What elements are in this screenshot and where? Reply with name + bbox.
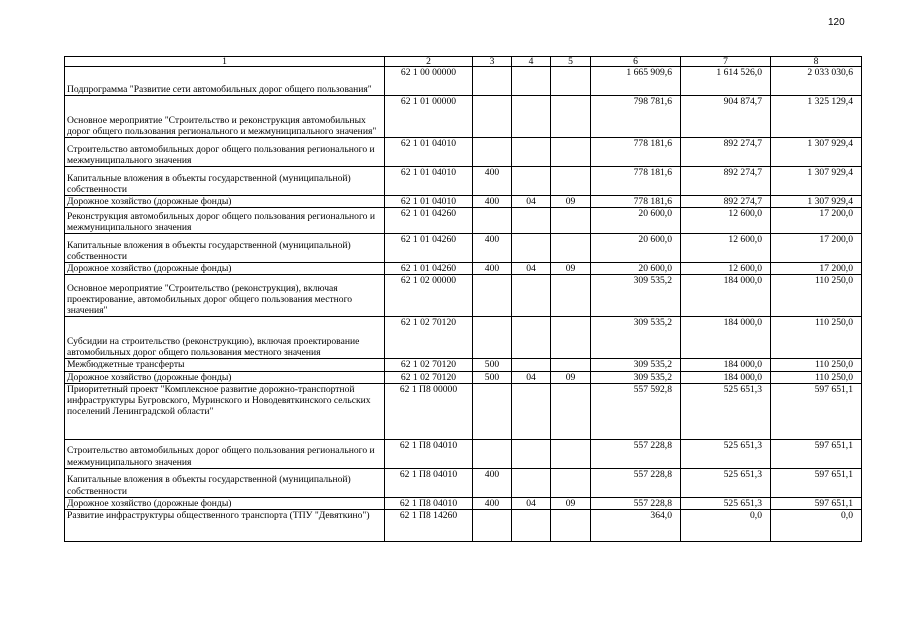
row-rz [512, 96, 551, 138]
row-year2: 525 651,3 [681, 439, 771, 468]
row-code: 62 1 01 04010 [385, 138, 473, 167]
row-rz: 04 [512, 371, 551, 383]
row-pr [551, 383, 591, 439]
row-pr [551, 275, 591, 317]
row-rz [512, 383, 551, 439]
row-year1: 20 600,0 [591, 208, 681, 234]
header-cell: 4 [512, 57, 551, 67]
row-name: Дорожное хозяйство (дорожные фонды) [65, 196, 385, 208]
row-pr [551, 510, 591, 542]
row-name: Подпрограмма "Развитие сети автомобильных дорог общего пользования" [65, 67, 385, 96]
row-rz: 04 [512, 263, 551, 275]
row-rz [512, 208, 551, 234]
row-rz [512, 234, 551, 263]
row-pr [551, 208, 591, 234]
row-code: 62 1 П8 04010 [385, 468, 473, 497]
table-row [65, 317, 862, 359]
row-year1: 557 228,8 [591, 497, 681, 509]
row-pr [551, 359, 591, 371]
table-row [65, 497, 862, 509]
table-row [65, 275, 862, 317]
row-year3: 1 307 929,4 [771, 167, 862, 196]
row-pr [551, 439, 591, 468]
row-vr [473, 317, 512, 359]
row-pr [551, 67, 591, 96]
table-row [65, 96, 862, 138]
row-year2: 892 274,7 [681, 138, 771, 167]
row-code: 62 1 01 04260 [385, 208, 473, 234]
row-pr [551, 317, 591, 359]
row-year3: 0,0 [771, 510, 862, 542]
table-row [65, 196, 862, 208]
row-pr [551, 138, 591, 167]
row-year1: 364,0 [591, 510, 681, 542]
row-vr: 400 [473, 497, 512, 509]
row-year3: 110 250,0 [771, 359, 862, 371]
row-name: Развитие инфраструктуры общественного транспорта (ТПУ "Девяткино") [65, 510, 385, 542]
row-name: Дорожное хозяйство (дорожные фонды) [65, 497, 385, 509]
row-year2: 12 600,0 [681, 208, 771, 234]
row-name: Капитальные вложения в объекты государственной (муниципальной) собственности [65, 468, 385, 497]
header-cell: 1 [65, 57, 385, 67]
row-year1: 309 535,2 [591, 317, 681, 359]
table-row [65, 67, 862, 96]
row-code: 62 1 01 04260 [385, 263, 473, 275]
row-year3: 1 325 129,4 [771, 96, 862, 138]
table-row [65, 234, 862, 263]
row-year3: 597 651,1 [771, 497, 862, 509]
row-year1: 798 781,6 [591, 96, 681, 138]
row-rz [512, 138, 551, 167]
row-year2: 525 651,3 [681, 468, 771, 497]
row-code: 62 1 П8 14260 [385, 510, 473, 542]
row-code: 62 1 01 00000 [385, 96, 473, 138]
row-pr: 09 [551, 497, 591, 509]
row-code: 62 1 02 70120 [385, 371, 473, 383]
row-year3: 2 033 030,6 [771, 67, 862, 96]
row-name: Строительство автомобильных дорог общего пользования регионального и межмуниципального значения [65, 138, 385, 167]
row-rz [512, 439, 551, 468]
row-name: Дорожное хозяйство (дорожные фонды) [65, 263, 385, 275]
row-pr: 09 [551, 263, 591, 275]
row-vr: 400 [473, 468, 512, 497]
row-pr [551, 96, 591, 138]
row-name: Строительство автомобильных дорог общего пользования регионального и межмуниципального значения [65, 439, 385, 468]
row-code: 62 1 01 04010 [385, 167, 473, 196]
row-code: 62 1 П8 04010 [385, 497, 473, 509]
row-vr [473, 138, 512, 167]
table-row [65, 371, 862, 383]
row-year2: 525 651,3 [681, 383, 771, 439]
row-vr [473, 439, 512, 468]
table-row [65, 439, 862, 468]
row-year2: 184 000,0 [681, 359, 771, 371]
row-year2: 892 274,7 [681, 167, 771, 196]
row-code: 62 1 02 00000 [385, 275, 473, 317]
row-pr: 09 [551, 371, 591, 383]
row-year3: 110 250,0 [771, 317, 862, 359]
row-year1: 778 181,6 [591, 167, 681, 196]
row-name: Дорожное хозяйство (дорожные фонды) [65, 371, 385, 383]
row-name: Основное мероприятие "Строительство и реконструкция автомобильных дорог общего пользования регионального и межмуниципального значения" [65, 96, 385, 138]
row-year2: 904 874,7 [681, 96, 771, 138]
row-year3: 17 200,0 [771, 263, 862, 275]
row-rz: 04 [512, 497, 551, 509]
row-vr [473, 510, 512, 542]
row-name: Реконструкция автомобильных дорог общего пользования регионального и межмуниципального значения [65, 208, 385, 234]
table-row [65, 510, 862, 542]
row-year2: 184 000,0 [681, 275, 771, 317]
row-code: 62 1 02 70120 [385, 359, 473, 371]
row-year1: 557 228,8 [591, 439, 681, 468]
header-cell: 5 [551, 57, 591, 67]
row-vr: 400 [473, 263, 512, 275]
header-cell: 8 [771, 57, 862, 67]
row-name: Капитальные вложения в объекты государственной (муниципальной) собственности [65, 167, 385, 196]
row-pr [551, 234, 591, 263]
row-pr: 09 [551, 196, 591, 208]
row-rz [512, 359, 551, 371]
row-vr [473, 96, 512, 138]
row-year1: 309 535,2 [591, 275, 681, 317]
row-vr [473, 67, 512, 96]
row-vr: 500 [473, 371, 512, 383]
row-year3: 110 250,0 [771, 275, 862, 317]
row-name: Приоритетный проект "Комплексное развитие дорожно-транспортной инфраструктуры Бугровского, Муринского и Новодевяткинского сельских поселений Ленинградской области" [65, 383, 385, 439]
row-year1: 778 181,6 [591, 196, 681, 208]
row-year1: 20 600,0 [591, 234, 681, 263]
row-year3: 1 307 929,4 [771, 138, 862, 167]
row-year3: 17 200,0 [771, 234, 862, 263]
header-cell: 2 [385, 57, 473, 67]
header-cell: 3 [473, 57, 512, 67]
row-vr: 400 [473, 167, 512, 196]
row-code: 62 1 00 00000 [385, 67, 473, 96]
row-year3: 597 651,1 [771, 439, 862, 468]
row-vr [473, 383, 512, 439]
row-pr [551, 167, 591, 196]
table-row [65, 167, 862, 196]
row-vr: 400 [473, 234, 512, 263]
header-row [65, 57, 862, 67]
row-year2: 0,0 [681, 510, 771, 542]
row-year3: 110 250,0 [771, 371, 862, 383]
row-year3: 597 651,1 [771, 383, 862, 439]
page-number: 120 [828, 17, 845, 28]
table-row [65, 138, 862, 167]
row-year1: 557 592,8 [591, 383, 681, 439]
row-vr: 400 [473, 196, 512, 208]
row-code: 62 1 01 04010 [385, 196, 473, 208]
row-rz [512, 317, 551, 359]
header-cell: 7 [681, 57, 771, 67]
row-year2: 892 274,7 [681, 196, 771, 208]
row-year2: 184 000,0 [681, 317, 771, 359]
row-year2: 184 000,0 [681, 371, 771, 383]
table-row [65, 359, 862, 371]
row-code: 62 1 02 70120 [385, 317, 473, 359]
row-year2: 12 600,0 [681, 234, 771, 263]
row-code: 62 1 П8 00000 [385, 383, 473, 439]
row-rz [512, 167, 551, 196]
row-year1: 20 600,0 [591, 263, 681, 275]
row-rz [512, 275, 551, 317]
row-code: 62 1 01 04260 [385, 234, 473, 263]
row-name: Капитальные вложения в объекты государственной (муниципальной) собственности [65, 234, 385, 263]
row-vr [473, 208, 512, 234]
row-year3: 597 651,1 [771, 468, 862, 497]
row-year1: 1 665 909,6 [591, 67, 681, 96]
row-vr [473, 275, 512, 317]
row-rz [512, 510, 551, 542]
row-vr: 500 [473, 359, 512, 371]
row-name: Межбюджетные трансферты [65, 359, 385, 371]
row-year1: 778 181,6 [591, 138, 681, 167]
row-rz [512, 67, 551, 96]
row-year3: 1 307 929,4 [771, 196, 862, 208]
table-row [65, 383, 862, 439]
budget-table [64, 56, 862, 542]
row-year3: 17 200,0 [771, 208, 862, 234]
row-year1: 309 535,2 [591, 359, 681, 371]
row-rz: 04 [512, 196, 551, 208]
row-pr [551, 468, 591, 497]
row-name: Основное мероприятие "Строительство (реконструкция), включая проектирование, автомобильных дорог общего пользования местного значения" [65, 275, 385, 317]
table-row [65, 468, 862, 497]
header-cell: 6 [591, 57, 681, 67]
table-row [65, 263, 862, 275]
row-year1: 309 535,2 [591, 371, 681, 383]
row-year1: 557 228,8 [591, 468, 681, 497]
row-name: Субсидии на строительство (реконструкцию), включая проектирование автомобильных дорог общего пользования местного значения [65, 317, 385, 359]
row-year2: 1 614 526,0 [681, 67, 771, 96]
row-year2: 525 651,3 [681, 497, 771, 509]
row-year2: 12 600,0 [681, 263, 771, 275]
table-row [65, 208, 862, 234]
row-rz [512, 468, 551, 497]
row-code: 62 1 П8 04010 [385, 439, 473, 468]
